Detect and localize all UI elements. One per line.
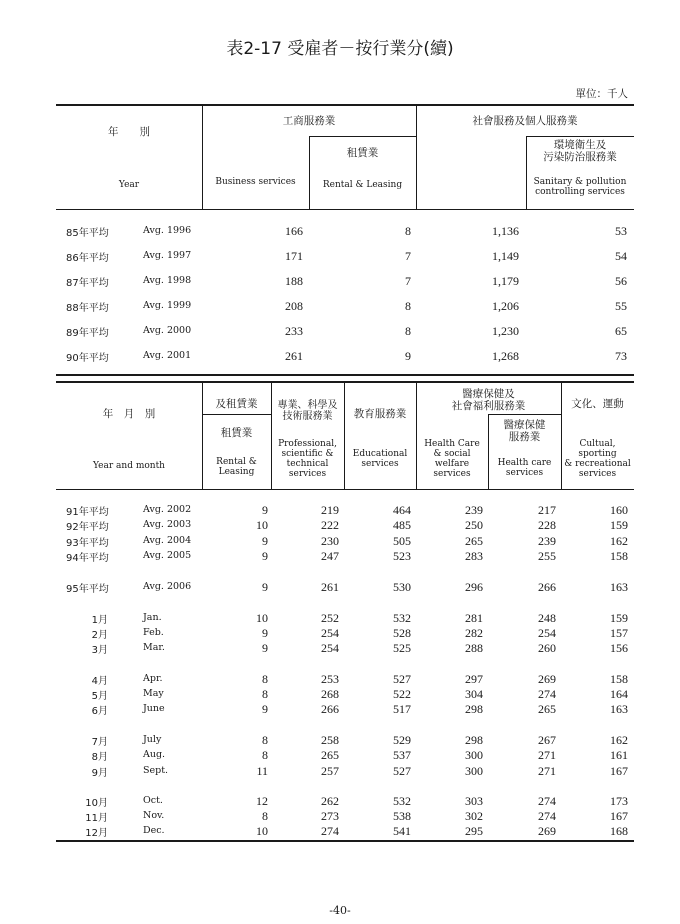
row-label-en: Aug. (143, 749, 166, 760)
table-cell: 304 (465, 687, 483, 701)
header-c2-zh-line: 專業、科學及 (277, 400, 338, 411)
header-c1-top: 及租賃業 (215, 398, 258, 410)
header-c2-en-line: scientific & (281, 449, 334, 459)
table-cell: 303 (465, 794, 483, 808)
table-cell: 532 (393, 611, 411, 625)
table-cell: 253 (321, 672, 339, 686)
header-c2-en (271, 439, 344, 479)
table-cell: 537 (393, 748, 411, 762)
table-cell: 167 (610, 764, 628, 778)
rule (56, 840, 634, 842)
table-cell: 159 (610, 518, 628, 532)
rule (202, 414, 271, 415)
row-label-en: Avg. 1998 (143, 275, 192, 286)
table-cell: 171 (285, 249, 303, 263)
table-cell: 530 (393, 580, 411, 594)
row-label-zh: 91年平均 (66, 507, 109, 518)
table-cell: 230 (321, 534, 339, 548)
row-label-en: Avg. 1999 (143, 300, 192, 311)
row-label-en: Avg. 2003 (143, 519, 192, 530)
table-cell: 266 (538, 580, 556, 594)
unit-label: 單位：千人 (575, 88, 628, 100)
table-cell: 164 (610, 687, 628, 701)
table-cell: 517 (393, 702, 411, 716)
table-cell: 8 (405, 299, 411, 313)
table-cell: 282 (465, 626, 483, 640)
header-year-en: Year (118, 180, 140, 190)
table-cell: 296 (465, 580, 483, 594)
table-cell: 532 (393, 794, 411, 808)
table-cell: 65 (615, 324, 627, 338)
table-cell: 273 (321, 809, 339, 823)
table-cell: 9 (262, 641, 268, 655)
rule (56, 381, 634, 383)
header-c6-en (561, 439, 634, 479)
table-cell: 53 (615, 224, 627, 238)
table-cell: 163 (610, 580, 628, 594)
table-cell: 159 (610, 611, 628, 625)
row-label-zh: 88年平均 (66, 303, 109, 314)
header-sanitary-en (526, 177, 634, 197)
rule (488, 414, 561, 415)
header-c4-en (416, 439, 488, 479)
header-c3-zh: 教育服務業 (353, 408, 407, 420)
table-cell: 271 (538, 764, 556, 778)
table-cell: 9 (262, 549, 268, 563)
table-cell: 239 (538, 534, 556, 548)
row-label-en: Avg. 1996 (143, 225, 192, 236)
header-c2-en-line: technical (286, 459, 329, 469)
row-label-zh: 11月 (85, 813, 108, 824)
row-label-en: Avg. 2002 (143, 504, 192, 515)
table-cell: 254 (321, 641, 339, 655)
header-c4-en-line: & social (433, 449, 471, 459)
table-cell: 527 (393, 672, 411, 686)
table-cell: 54 (615, 249, 627, 263)
table-cell: 281 (465, 611, 483, 625)
header-c4-zh-line: 社會福利服務業 (451, 400, 526, 412)
header-c2-zh (271, 400, 344, 422)
row-label-en: Oct. (143, 795, 163, 806)
row-label-zh: 2月 (91, 630, 108, 641)
header-sanitary-zh-line: 環境衛生及 (553, 139, 607, 151)
row-label-en: Sept. (143, 765, 169, 776)
table-cell: 9 (262, 580, 268, 594)
header-c4-zh (416, 388, 561, 412)
table-cell: 302 (465, 809, 483, 823)
table-cell: 295 (465, 824, 483, 838)
row-label-zh: 87年平均 (66, 278, 109, 289)
row-label-zh: 5月 (91, 691, 108, 702)
table-cell: 300 (465, 748, 483, 762)
table-cell: 528 (393, 626, 411, 640)
table-cell: 254 (538, 626, 556, 640)
table-cell: 269 (538, 824, 556, 838)
table-cell: 173 (610, 794, 628, 808)
table-cell: 523 (393, 549, 411, 563)
header-business-en: Business services (215, 177, 296, 187)
table-cell: 233 (285, 324, 303, 338)
row-label-en: June (143, 703, 165, 714)
row-label-zh: 1月 (91, 615, 108, 626)
table-cell: 10 (256, 518, 268, 532)
row-label-en: July (143, 734, 162, 745)
table-cell: 298 (465, 702, 483, 716)
header-c1-en (202, 457, 271, 477)
table-cell: 56 (615, 274, 627, 288)
table-cell: 9 (262, 534, 268, 548)
table-cell: 1,206 (492, 299, 519, 313)
header-c5-en-line: services (505, 468, 544, 478)
table-cell: 271 (538, 748, 556, 762)
table-cell: 505 (393, 534, 411, 548)
table-cell: 541 (393, 824, 411, 838)
header-c3-en-line: services (361, 459, 399, 469)
header-c2-en-line: services (288, 469, 327, 479)
table-cell: 1,149 (492, 249, 519, 263)
table-cell: 274 (321, 824, 339, 838)
rule (56, 209, 634, 210)
row-label-en: Avg. 2005 (143, 550, 192, 561)
row-label-en: Avg. 2000 (143, 325, 192, 336)
header-c6-en-line: services (578, 469, 617, 479)
row-label-zh: 94年平均 (66, 553, 109, 564)
table-cell: 297 (465, 672, 483, 686)
table-cell: 265 (538, 702, 556, 716)
table-cell: 12 (256, 794, 268, 808)
table-cell: 250 (465, 518, 483, 532)
row-label-en: Apr. (143, 673, 163, 684)
table-cell: 257 (321, 764, 339, 778)
row-label-zh: 12月 (85, 828, 108, 839)
table-cell: 527 (393, 764, 411, 778)
table-cell: 73 (615, 349, 627, 363)
row-label-zh: 90年平均 (66, 353, 109, 364)
page-number: -40- (329, 904, 351, 917)
table-cell: 254 (321, 626, 339, 640)
table-cell: 266 (321, 702, 339, 716)
table-cell: 166 (285, 224, 303, 238)
header-c3-en-line: Educational (352, 449, 408, 459)
row-label-zh: 10月 (85, 798, 108, 809)
row-label-en: Nov. (143, 810, 165, 821)
header-c6-en-line: & recreational (564, 459, 631, 469)
table-cell: 258 (321, 733, 339, 747)
table-cell: 268 (321, 687, 339, 701)
table-cell: 1,268 (492, 349, 519, 363)
table-cell: 219 (321, 503, 339, 517)
row-label-zh: 8月 (91, 752, 108, 763)
table-cell: 239 (465, 503, 483, 517)
table-cell: 217 (538, 503, 556, 517)
header-sanitary-en-line: controlling services (535, 187, 625, 197)
table-cell: 274 (538, 794, 556, 808)
table-cell: 269 (538, 672, 556, 686)
row-label-zh: 95年平均 (66, 584, 109, 595)
table-cell: 255 (538, 549, 556, 563)
header-business-zh: 工商服務業 (282, 115, 336, 127)
table-cell: 8 (262, 687, 268, 701)
table-cell: 8 (262, 733, 268, 747)
table-cell: 485 (393, 518, 411, 532)
table-cell: 9 (262, 503, 268, 517)
row-label-zh: 92年平均 (66, 522, 109, 533)
table-cell: 298 (465, 733, 483, 747)
header-c4-zh-line: 醫療保健及 (462, 388, 515, 400)
rule (56, 374, 634, 376)
header-social-zh: 社會服務及個人服務業 (472, 115, 578, 127)
table-cell: 248 (538, 611, 556, 625)
row-label-zh: 93年平均 (66, 538, 109, 549)
row-label-zh: 89年平均 (66, 328, 109, 339)
table-cell: 162 (610, 733, 628, 747)
table-cell: 158 (610, 672, 628, 686)
row-label-en: Jan. (143, 612, 162, 623)
table-cell: 9 (262, 702, 268, 716)
header-c1-zh: 租賃業 (220, 427, 253, 439)
header-c1-en-line: Rental & (216, 457, 257, 467)
row-label-en: Mar. (143, 642, 165, 653)
table-cell: 157 (610, 626, 628, 640)
table-cell: 522 (393, 687, 411, 701)
table-cell: 208 (285, 299, 303, 313)
table-cell: 161 (610, 748, 628, 762)
row-label-en: Avg. 2004 (143, 535, 192, 546)
table-cell: 260 (538, 641, 556, 655)
page-title: 表2-17 受雇者－按行業分(續) (226, 39, 454, 59)
row-label-zh: 9月 (91, 768, 108, 779)
table-cell: 529 (393, 733, 411, 747)
header-c6-en-line: sporting (578, 449, 617, 459)
table-cell: 262 (321, 794, 339, 808)
header-rental-zh: 租賃業 (346, 147, 379, 159)
header-year-zh: 年 別 (108, 126, 150, 138)
table-cell: 8 (262, 672, 268, 686)
header-sanitary-zh (526, 139, 634, 163)
table-cell: 265 (465, 534, 483, 548)
table-cell: 9 (405, 349, 411, 363)
row-label-zh: 85年平均 (66, 228, 109, 239)
table-cell: 274 (538, 687, 556, 701)
table-cell: 288 (465, 641, 483, 655)
table-cell: 252 (321, 611, 339, 625)
table-cell: 525 (393, 641, 411, 655)
rule (56, 489, 634, 490)
header-c4-en-line: welfare (434, 459, 470, 469)
header-c5-zh-line: 醫療保健 (503, 419, 546, 431)
table-cell: 188 (285, 274, 303, 288)
table-cell: 163 (610, 702, 628, 716)
col-divider (344, 382, 345, 489)
table-cell: 11 (256, 764, 268, 778)
header-c4-en-line: Health Care (424, 439, 480, 449)
header-c5-zh (488, 419, 561, 443)
table-cell: 167 (610, 809, 628, 823)
row-label-zh: 7月 (91, 737, 108, 748)
row-label-en: May (143, 688, 164, 699)
table-cell: 265 (321, 748, 339, 762)
header-c5-en-line: Health care (497, 458, 552, 468)
table-cell: 538 (393, 809, 411, 823)
header-c6-zh: 文化、運動 (571, 398, 624, 410)
table-cell: 222 (321, 518, 339, 532)
header-sanitary-en-line: Sanitary & pollution (533, 177, 627, 187)
table-cell: 247 (321, 549, 339, 563)
table-cell: 300 (465, 764, 483, 778)
row-label-en: Avg. 2001 (143, 350, 192, 361)
table-cell: 168 (610, 824, 628, 838)
header-rental-en: Rental & Leasing (322, 180, 403, 190)
table-cell: 1,136 (492, 224, 519, 238)
row-label-en: Avg. 2006 (143, 581, 192, 592)
header-c1-en-line: Leasing (218, 467, 255, 477)
table-cell: 7 (405, 249, 411, 263)
header-c6-en-line: Cultual, (579, 439, 616, 449)
header-c4-en-line: services (433, 469, 471, 479)
row-label-zh: 86年平均 (66, 253, 109, 264)
table-cell: 267 (538, 733, 556, 747)
rule (56, 104, 634, 106)
rule (309, 136, 416, 137)
table-cell: 156 (610, 641, 628, 655)
header-ym-en: Year and month (93, 461, 165, 471)
header-sanitary-zh-line: 污染防治服務業 (543, 151, 617, 163)
table-cell: 464 (393, 503, 411, 517)
table-cell: 8 (262, 809, 268, 823)
table-cell: 10 (256, 611, 268, 625)
table-cell: 283 (465, 549, 483, 563)
table-cell: 160 (610, 503, 628, 517)
table-cell: 9 (262, 626, 268, 640)
table-cell: 7 (405, 274, 411, 288)
row-label-zh: 6月 (91, 706, 108, 717)
table-cell: 261 (285, 349, 303, 363)
row-label-en: Feb. (143, 627, 164, 638)
row-label-en: Avg. 1997 (143, 250, 192, 261)
row-label-zh: 3月 (91, 645, 108, 656)
row-label-en: Dec. (143, 825, 165, 836)
table-cell: 1,230 (492, 324, 519, 338)
row-label-zh: 4月 (91, 676, 108, 687)
header-c5-en (488, 458, 561, 478)
table-cell: 8 (262, 748, 268, 762)
table-cell: 162 (610, 534, 628, 548)
table-cell: 274 (538, 809, 556, 823)
table-cell: 10 (256, 824, 268, 838)
header-c5-zh-line: 服務業 (508, 431, 541, 443)
rule (526, 136, 634, 137)
table-cell: 55 (615, 299, 627, 313)
table-cell: 228 (538, 518, 556, 532)
header-ym-zh: 年 月 別 (102, 408, 156, 420)
header-c2-en-line: Professional, (278, 439, 337, 449)
table-cell: 158 (610, 549, 628, 563)
table-cell: 1,179 (492, 274, 519, 288)
header-c3-en (344, 449, 416, 469)
header-c2-zh-line: 技術服務業 (282, 411, 333, 422)
table-cell: 8 (405, 224, 411, 238)
table-cell: 8 (405, 324, 411, 338)
table-cell: 261 (321, 580, 339, 594)
